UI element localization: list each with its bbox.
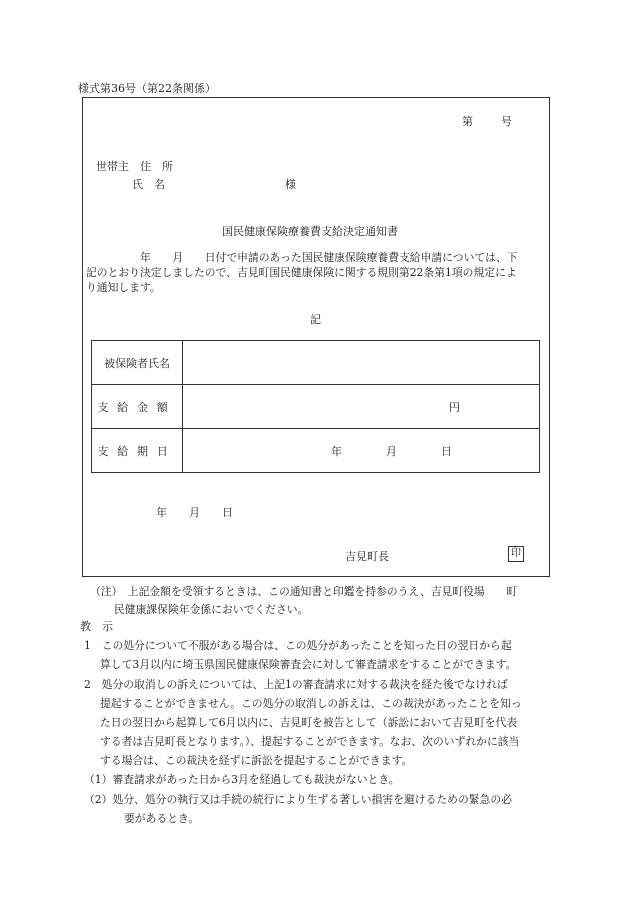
doc-number-go: 号: [501, 115, 512, 128]
ki-heading: 記: [310, 313, 321, 326]
instruction-line: する場合は、この裁決を経ずに訴訟を提起することができます。: [100, 754, 413, 767]
instruction-line: （2）処分、処分の執行又は手続の続行により生ずる著しい損害を避けるための緊急の必: [84, 793, 512, 806]
note-line: （注） 上記金額を受領するときは、この通知書と印鑑を持参のうえ、吉見町役場 町: [90, 585, 518, 598]
seal-stamp: 印: [508, 546, 524, 562]
note-line: 民健康課保険年金係においでください。: [114, 603, 309, 616]
document-number: [462, 113, 512, 129]
intro-line: 年 月 日付で申請のあった国民健康保険療養費支給申請については、下: [86, 251, 518, 264]
instruction-line: する者は吉見町長となります。）、提起することができます。なお、次のいずれかに該当: [100, 735, 520, 748]
instruction-line: た日の翌日から起算して6月以内に、吉見町を被告として（訴訟において吉見町を代表: [100, 716, 518, 729]
instruction-heading: 教 示: [80, 620, 113, 633]
instruction-line: 1 この処分について不服がある場合は、この処分があったことを知った日の翌日から起: [84, 639, 512, 652]
instruction-line: 提起することができません。この処分の取消しの訴えは、この裁決があったことを知っ: [100, 697, 522, 710]
recipient-honorific: 様: [285, 178, 296, 191]
issuer-name: 吉見町長: [345, 550, 389, 563]
payment-date-value: 年 月 日: [331, 445, 452, 458]
issue-date: 年 月 日: [156, 506, 233, 519]
intro-line: り通知します。: [86, 281, 161, 294]
recipient-address-label: 世帯主 住 所: [96, 160, 173, 173]
payment-amount-cell: [183, 385, 540, 429]
table-row: [92, 341, 540, 385]
payment-amount-unit: 円: [449, 401, 460, 414]
insured-name-value: [183, 341, 540, 385]
instruction-line: 要があるとき。: [124, 812, 200, 825]
recipient-name-label: 氏 名: [132, 178, 165, 191]
doc-number-dai: 第: [462, 115, 473, 128]
document-title: 国民健康保険療養費支給決定通知書: [222, 225, 398, 238]
intro-line: 記のとおり決定しましたので、吉見町国民健康保険に関する規則第22条第1項の規定によ: [86, 266, 517, 279]
insured-name-label: 被保険者氏名: [92, 341, 183, 385]
instruction-line: 2 処分の取消しの訴えについては、上記1の審査請求に対する裁決を経た後でなければ: [84, 678, 508, 691]
detail-table: [91, 340, 540, 473]
instruction-line: （1）審査請求があった日から3月を経過しても裁決がないとき。: [84, 773, 400, 786]
payment-date-label: 支給期日: [92, 429, 183, 473]
payment-date-cell: [183, 429, 540, 473]
table-row: [92, 385, 540, 429]
table-row: [92, 429, 540, 473]
form-number: 様式第36号（第22条関係）: [78, 82, 216, 95]
payment-amount-label: 支給金額: [92, 385, 183, 429]
instruction-line: 算して3月以内に埼玉県国民健康保険審査会に対して審査請求をすることができます。: [100, 658, 517, 671]
